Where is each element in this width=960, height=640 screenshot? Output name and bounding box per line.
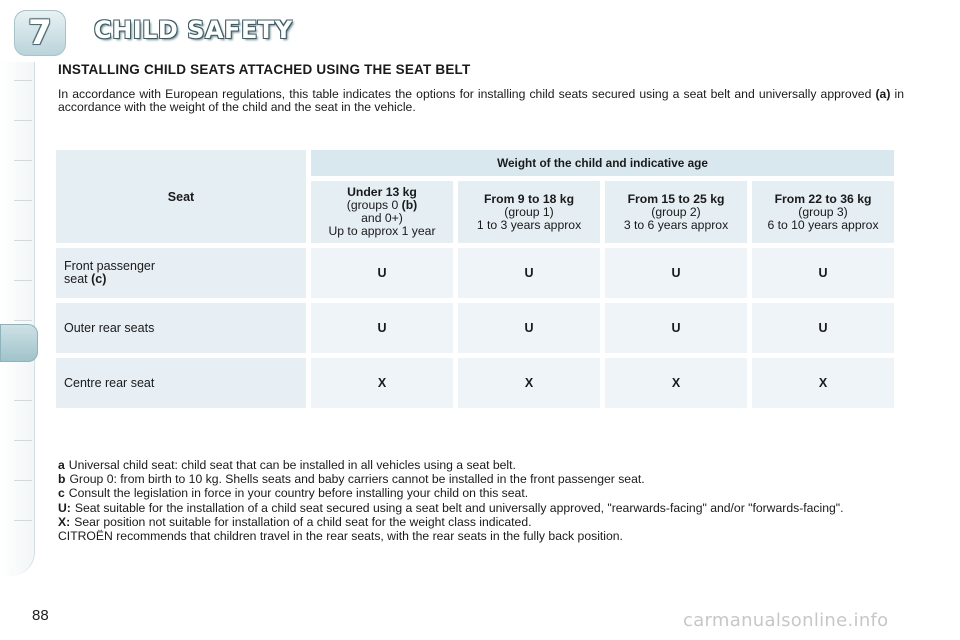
- table-cell: X: [752, 358, 894, 408]
- intro-text-end: in accordance with the weight of the child and the seat in the vehicle.: [58, 87, 904, 114]
- chapter-title: CHILD SAFETY: [94, 16, 293, 44]
- table-cell: U: [605, 303, 747, 353]
- intro-text: In accordance with European regulations, this table indicates the options for installing child seats secured using a seat belt and universally approved: [58, 87, 876, 101]
- watermark: carmanualsonline.info: [683, 610, 889, 631]
- row-label: Outer rear seats: [56, 303, 306, 353]
- intro-paragraph: [58, 88, 904, 114]
- table-cell: U: [458, 303, 600, 353]
- tab-divider: [14, 200, 32, 201]
- row-label-line: [64, 273, 306, 286]
- footnote-text: Universal child seat: child seat that can be installed in all vehicles using a seat belt.: [68, 458, 516, 472]
- tab-divider: [14, 80, 32, 81]
- footnote-key: X:: [58, 514, 71, 529]
- footnote-text: Consult the legislation in force in your country before installing your child on this seat.: [68, 486, 529, 501]
- page-number: 88: [32, 607, 49, 624]
- group-label: (group 2): [651, 204, 701, 219]
- row-label-text: seat: [64, 272, 92, 286]
- group-ref: (b): [401, 198, 418, 212]
- footnote: [58, 486, 904, 500]
- footnote-key: a: [58, 458, 65, 472]
- active-chapter-tab[interactable]: [0, 324, 38, 362]
- table-cell: U: [752, 248, 894, 298]
- child-seat-table: [51, 145, 899, 413]
- footnote-text: Seat suitable for the installation of a child seat secured using a seat belt and universally approved, "rearwards-facing" and/or "forwards-facing".: [74, 500, 844, 515]
- table-cell: U: [458, 248, 600, 298]
- tab-divider: [14, 320, 32, 321]
- chapter-number: 7: [28, 13, 52, 53]
- seat-header: [56, 150, 306, 243]
- footnotes: [58, 458, 904, 543]
- footnote-text: Group 0: from birth to 10 kg. Shells seats and baby carriers cannot be installed in the front passenger seat.: [69, 472, 645, 487]
- group-age: 6 to 10 years approx: [767, 217, 879, 232]
- footnote-key: b: [58, 472, 66, 487]
- tab-divider: [14, 440, 32, 441]
- footnote: [58, 501, 904, 515]
- tab-divider: [14, 280, 32, 281]
- tab-divider: [14, 160, 32, 161]
- group-age: 1 to 3 years approx: [476, 217, 582, 232]
- group-header: [605, 181, 747, 243]
- tab-divider: [14, 480, 32, 481]
- group-header: [752, 181, 894, 243]
- chapter-tab-rail: [0, 62, 35, 576]
- table-row: [56, 358, 894, 408]
- tab-divider: [14, 520, 32, 521]
- row-label-line: Front passenger: [64, 259, 156, 273]
- table-cell: X: [458, 358, 600, 408]
- group-weight: From 15 to 25 kg: [627, 191, 725, 206]
- table-cell: U: [311, 303, 453, 353]
- group-age: 3 to 6 years approx: [623, 217, 729, 232]
- intro-ref: (a): [875, 87, 891, 101]
- row-label: Centre rear seat: [56, 358, 306, 408]
- group-label: (group 3): [798, 204, 848, 219]
- weight-header: Weight of the child and indicative age: [311, 150, 894, 176]
- tab-divider: [14, 240, 32, 241]
- tab-divider: [14, 120, 32, 121]
- chapter-badge: [14, 10, 66, 56]
- group-label: (group 1): [504, 204, 554, 219]
- closing-recommendation: CITROËN recommends that children travel in the rear seats, with the rear seats in the fully back position.: [58, 529, 623, 544]
- tab-divider: [14, 400, 32, 401]
- group-weight: From 22 to 36 kg: [774, 191, 872, 206]
- row-label-ref: (c): [91, 272, 107, 286]
- group-label-cont: and 0+): [361, 211, 403, 225]
- row-label: [56, 248, 306, 298]
- footnote-key: c: [58, 486, 65, 501]
- seat-header-label: Seat: [167, 189, 195, 204]
- group-header: [458, 181, 600, 243]
- group-header: [311, 181, 453, 243]
- table-cell: U: [605, 248, 747, 298]
- group-label: (groups 0: [346, 198, 402, 212]
- footnote-key: U:: [58, 500, 71, 515]
- footnote-text: Sear position not suitable for installation of a child seat for the weight class indicated.: [74, 514, 532, 529]
- footnote: [58, 472, 904, 486]
- footnote: [58, 515, 904, 529]
- table-row: [56, 248, 894, 298]
- table-row: [56, 303, 894, 353]
- group-weight: Under 13 kg: [347, 185, 417, 199]
- section-heading: INSTALLING CHILD SEATS ATTACHED USING THE SEAT BELT: [58, 62, 471, 77]
- table-cell: U: [752, 303, 894, 353]
- footnote: [58, 458, 904, 472]
- group-weight: From 9 to 18 kg: [483, 191, 575, 206]
- group-age: Up to approx 1 year: [328, 224, 436, 238]
- table-cell: X: [311, 358, 453, 408]
- table-cell: X: [605, 358, 747, 408]
- table-cell: U: [311, 248, 453, 298]
